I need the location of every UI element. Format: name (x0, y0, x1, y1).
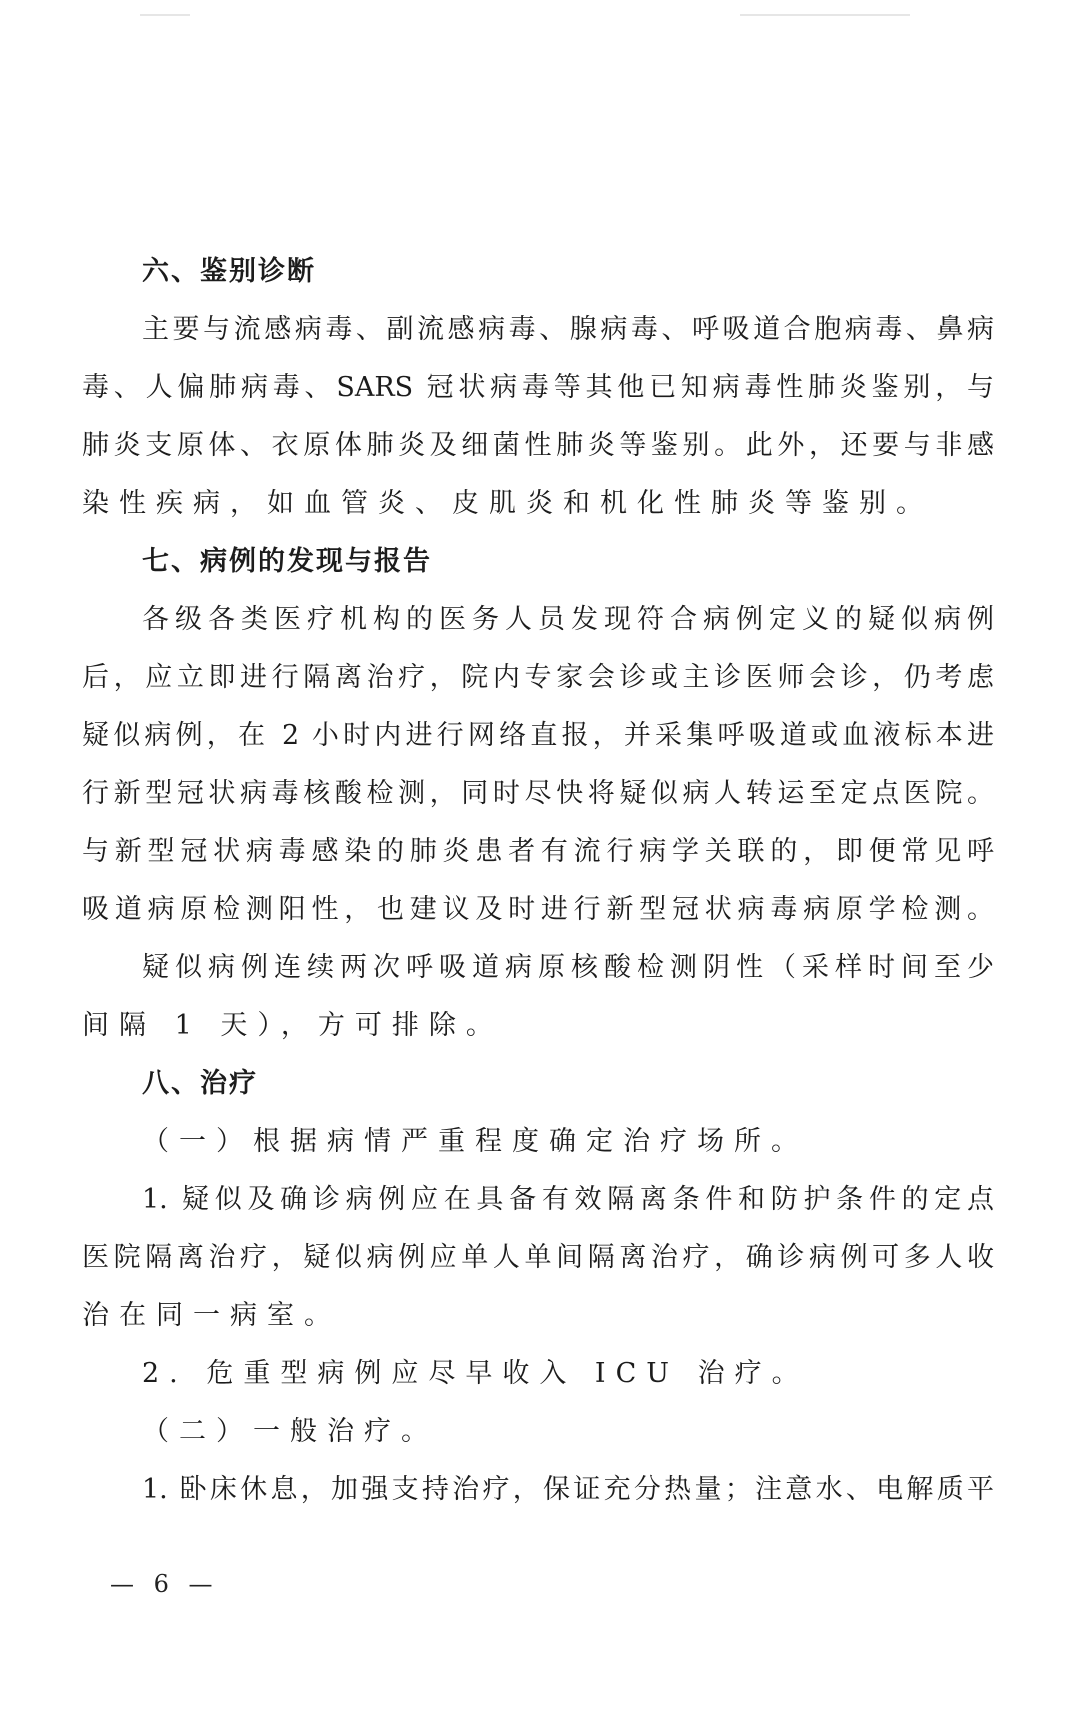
text-line: 主要与流感病毒、副流感病毒、腺病毒、呼吸道合胞病毒、鼻病 (142, 314, 994, 345)
text-line: 各级各类医疗机构的医务人员发现符合病例定义的疑似病例 (142, 604, 994, 635)
document-body (82, 243, 994, 1519)
text-line: 毒、人偏肺病毒、SARS 冠状病毒等其他已知病毒性肺炎鉴别，与 (82, 372, 994, 403)
page-number: — 6 — (110, 1570, 219, 1598)
scan-mark-left (140, 14, 190, 16)
text-line: 1. 疑似及确诊病例应在具备有效隔离条件和防护条件的定点 (142, 1184, 994, 1215)
paragraph (82, 1345, 994, 1403)
text-line: 疑似病例，在 2 小时内进行网络直报，并采集呼吸道或血液标本进 (82, 720, 994, 751)
text-line: 后，应立即进行隔离治疗，院内专家会诊或主诊医师会诊，仍考虑 (82, 662, 994, 693)
text-line: 与新型冠状病毒感染的肺炎患者有流行病学关联的，即便常见呼 (82, 836, 994, 867)
section-heading-case-discovery-report: 七、病例的发现与报告 (142, 546, 432, 577)
text-line: 行新型冠状病毒核酸检测，同时尽快将疑似病人转运至定点医院。 (82, 778, 994, 809)
text-line: 肺炎支原体、衣原体肺炎及细菌性肺炎等鉴别。此外，还要与非感 (82, 430, 994, 461)
text-line: 2. 危重型病例应尽早收入 ICU 治疗。 (142, 1358, 809, 1389)
text-line: 疑似病例连续两次呼吸道病原核酸检测阴性（采样时间至少 (142, 952, 994, 983)
text-line: 间隔 1 天），方可排除。 (82, 1010, 503, 1041)
paragraph (82, 1403, 994, 1461)
text-line: 染性疾病，如血管炎、皮肌炎和机化性肺炎等鉴别。 (82, 488, 933, 519)
text-line: （一）根据病情严重程度确定治疗场所。 (142, 1126, 808, 1157)
section-heading-differential-diagnosis: 六、鉴别诊断 (142, 256, 316, 287)
text-line: 1. 卧床休息，加强支持治疗，保证充分热量；注意水、电解质平 (142, 1474, 994, 1505)
section-heading-treatment: 八、治疗 (142, 1068, 258, 1099)
text-line: 吸道病原检测阳性，也建议及时进行新型冠状病毒病原学检测。 (82, 894, 994, 925)
scan-mark-right (740, 14, 910, 16)
paragraph (82, 1461, 994, 1519)
paragraph (82, 301, 994, 533)
paragraph (82, 1113, 994, 1171)
paragraph (82, 591, 994, 939)
paragraph (82, 939, 994, 1055)
text-line: 医院隔离治疗，疑似病例应单人单间隔离治疗，确诊病例可多人收 (82, 1242, 994, 1273)
text-line: （二）一般治疗。 (142, 1416, 438, 1447)
text-line: 治在同一病室。 (82, 1300, 341, 1331)
paragraph (82, 1171, 994, 1345)
